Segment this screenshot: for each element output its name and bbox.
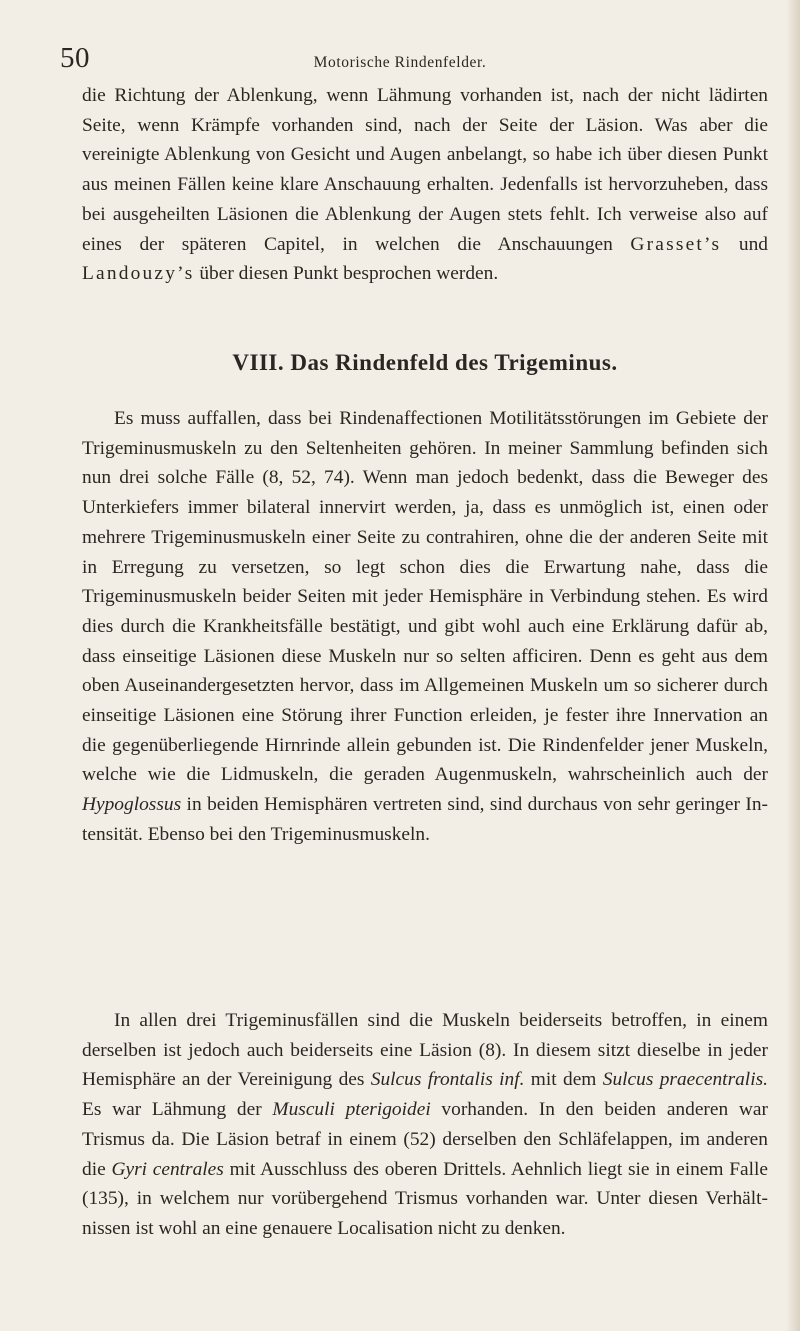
author-name-landouzy: Landouzy’s [82, 263, 195, 285]
text-run: in beiden Hemisphären vertreten sind, sind durchaus von sehr geringer Intensität. Ebenso bei den Trigeminusmuskeln. [82, 794, 768, 845]
paragraph-eye-deviation [82, 81, 768, 289]
text-run: In allen drei Trigeminusfällen sind die Muskeln beiderseits betroffen, in einem derselben ist jedoch auch beiderseits eine Läsion (8). In diesem sitzt dieselbe in jeder Hemisphäre an der Vereinigung des [82, 1010, 768, 1091]
italic-term: Musculi pterigoidei [272, 1099, 431, 1121]
paragraph-trigeminus-intro [82, 404, 768, 850]
text-run: Es muss auffallen, dass bei Rindenaffectionen Motilitätsstörungen im Gebiete der Trigeminusmuskeln zu den Seltenheiten gehören. In meiner Sammlung befinden sich nun drei solche Fälle (8, 52, 74). Wenn man jedoch bedenkt, dass die Beweger des Unterkiefers immer bilateral innervirt werden, ja, dass es unmöglich ist, einen oder mehrere Trigeminusmuskeln einer Seite zu contrahiren, ohne die der anderen Seite mit in Erregung zu versetzen, so legt schon dies die Erwartung nahe, dass die Trigeminusmuskeln beider Seiten mit jeder Hemisphäre in Verbindung stehen. Es wird dies durch die Krankheitsfälle bestätigt, und gibt wohl auch eine Erklärung dafür ab, dass einseitige Läsionen diese Muskeln nur so selten afficiren. Denn es geht aus dem oben Auseinandergesetzten hervor, dass im Allgemeinen Muskeln um so sicherer durch einseitige Läsionen eine Störung ihrer Function erleiden, je fester ihre Innervation an die gegenüberliegende Hirnrinde allein gebunden ist. Die Rindenfelder jener Muskeln, welche wie die Lidmuskeln, die geraden Augenmuskeln, wahrscheinlich auch der [82, 408, 768, 786]
text-run: über diesen Punkt besprochen werden. [194, 263, 499, 285]
text-run: mit dem [524, 1069, 603, 1091]
author-name-grasset: Grasset’s [630, 233, 722, 255]
page-number: 50 [60, 42, 90, 74]
page-header [60, 42, 740, 82]
running-title: Motorische Rindenfelder. [313, 54, 487, 71]
text-run: vorhanden. In den beiden anderen war Trismus da. Die Läsion betraf in einem (52) derselben den Schläfelappen, im anderen die [82, 1099, 768, 1180]
section-heading: VIII. Das Rindenfeld des Trigeminus. [232, 350, 618, 375]
text-run: mit Ausschluss des oberen Drittels. Aehnlich liegt sie in einem Falle (135), in welchem nur vorübergehend Trismus vorhanden war. Unter diesen Verhältnissen ist wohl an eine genauere Localisation nicht zu denken. [82, 1158, 768, 1239]
page-edge-shadow [786, 0, 800, 1331]
text-run: die Richtung der Ablenkung, wenn Lähmung vorhanden ist, nach der nicht lädirten Seite, wenn Krämpfe vorhanden sind, nach der Seite der Läsion. Was aber die vereinigte Ablenkung von Gesicht und Augen anbelangt, so habe ich über diesen Punkt aus meinen Fällen keine klare Anschauung erhalten. Jedenfalls ist hervorzuheben, dass bei ausgeheilten Läsionen die Ablenkung der Augen stets fehlt. Ich verweise also auf eines der späteren Capitel, in welchen die Anschauungen [82, 85, 768, 255]
paragraph-trigeminus-cases [82, 1006, 768, 1244]
italic-term: Gyri centrales [111, 1158, 224, 1180]
italic-term: Hypoglossus [82, 794, 182, 816]
italic-term: Sulcus frontalis inf. [370, 1069, 525, 1091]
italic-term: Sulcus praecentralis. [602, 1069, 768, 1091]
text-run: und [721, 233, 769, 255]
text-run: Es war Lähmung der [82, 1099, 273, 1121]
